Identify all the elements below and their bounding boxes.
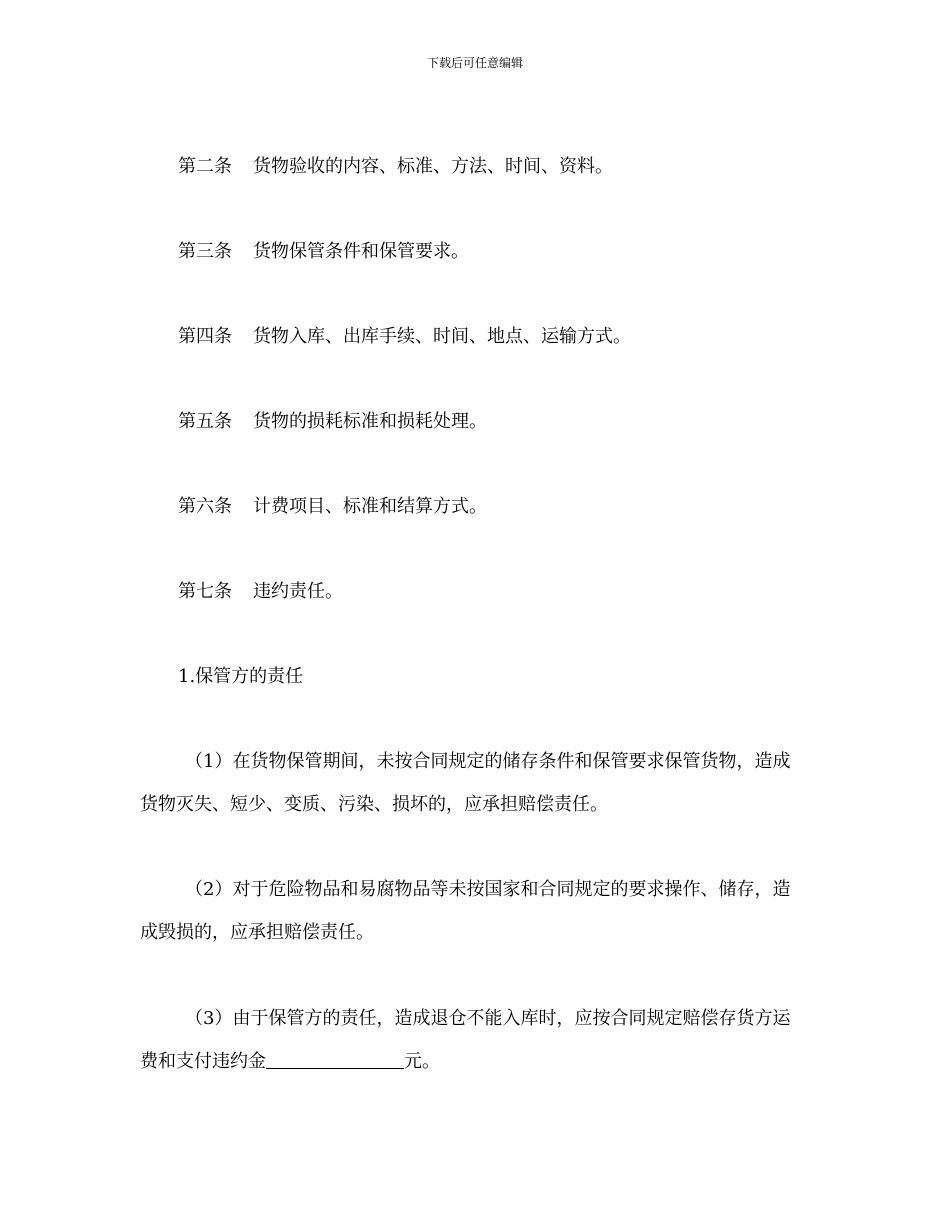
article-4 (178, 326, 631, 348)
article-number: 第四条 (178, 326, 232, 347)
article-number: 第二条 (178, 156, 232, 177)
clause-line: （1）在货物保管期间，未按合同规定的储存条件和保管要求保管货物，造成 (185, 751, 791, 772)
clause-1 (140, 751, 804, 816)
clause-line: （2）对于危险物品和易腐物品等未按国家和合同规定的要求操作、储存，造 (185, 879, 791, 900)
article-text: 违约责任。 (253, 581, 343, 602)
clause-line: 成毁损的，应承担赔偿责任。 (140, 922, 374, 943)
article-5 (178, 411, 487, 433)
article-7 (178, 581, 343, 603)
article-text: 货物保管条件和保管要求。 (253, 241, 469, 262)
article-number: 第三条 (178, 241, 232, 262)
article-number: 第五条 (178, 411, 232, 432)
clause-2 (140, 879, 804, 944)
page-header-note: 下载后可任意编辑 (426, 56, 523, 70)
article-number: 第六条 (178, 496, 232, 517)
article-text: 货物的损耗标准和损耗处理。 (253, 411, 487, 432)
article-number: 第七条 (178, 581, 232, 602)
article-6 (178, 496, 487, 518)
clause-line: （3）由于保管方的责任，造成退仓不能入库时，应按合同规定赔偿存货方运 (185, 1008, 791, 1029)
penalty-amount-blank[interactable] (266, 1051, 404, 1069)
article-text: 计费项目、标准和结算方式。 (253, 496, 487, 517)
clause-line (140, 1051, 804, 1073)
clause-text: 费和支付违约金 (140, 1051, 266, 1072)
clause-line: 货物灭失、短少、变质、污染、损坏的，应承担赔偿责任。 (140, 794, 608, 815)
clause-text: 元。 (404, 1051, 440, 1072)
article-text: 货物验收的内容、标准、方法、时间、资料。 (253, 156, 613, 177)
article-2 (178, 156, 613, 178)
article-3 (178, 241, 469, 263)
clause-3 (140, 1008, 804, 1073)
section-heading: 1.保管方的责任 (178, 666, 304, 687)
article-text: 货物入库、出库手续、时间、地点、运输方式。 (253, 326, 631, 347)
